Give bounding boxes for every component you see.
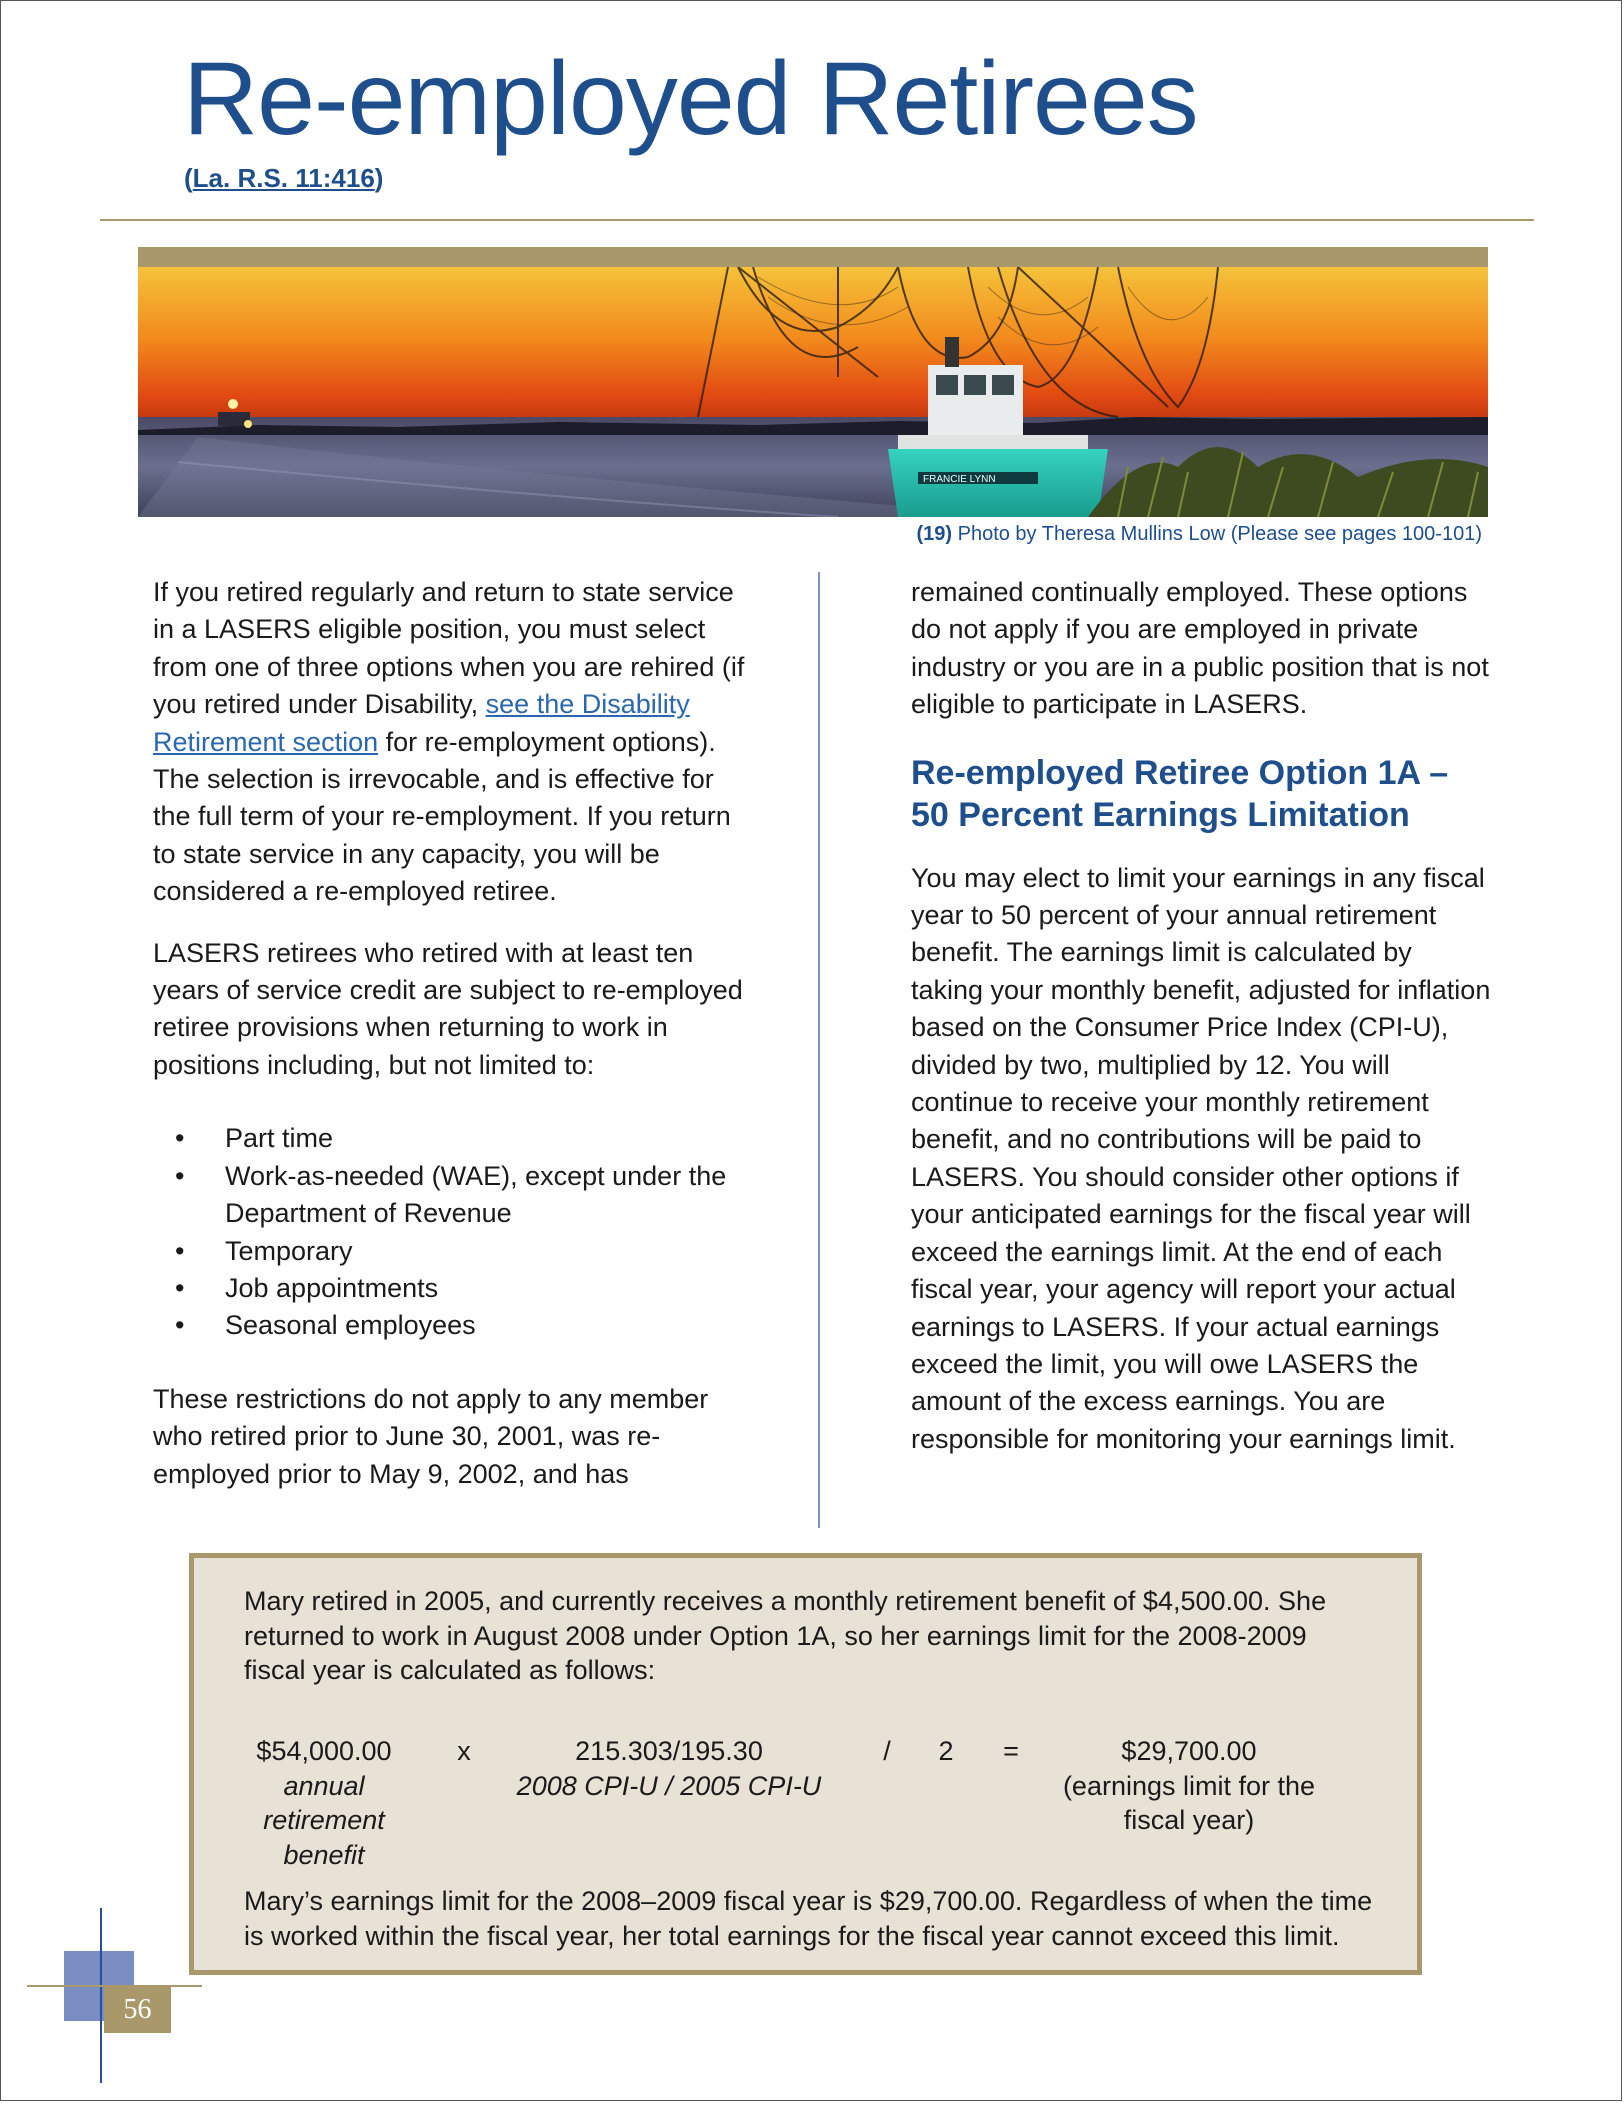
bullet-dot: • — [175, 1235, 185, 1266]
statute-link[interactable]: La. R.S. 11:416 — [192, 163, 375, 193]
corner-decor-horizontal-line — [27, 1985, 202, 1987]
list-item-text: Temporary — [225, 1235, 353, 1266]
list-item — [153, 1120, 753, 1157]
column-divider — [818, 572, 820, 1528]
list-item — [153, 1307, 753, 1344]
bullet-dot: • — [175, 1310, 185, 1341]
list-item — [153, 1233, 753, 1270]
corner-decor-vertical-line — [100, 1908, 102, 2083]
citation-open-paren: ( — [184, 163, 193, 193]
cpi-ratio-value: 215.303/195.30 — [575, 1736, 763, 1766]
position-list — [153, 1120, 753, 1344]
page-number: 56 — [104, 1986, 171, 2033]
bullet-dot: • — [175, 1160, 185, 1191]
page-title: Re-employed Retirees — [183, 41, 1198, 157]
annual-benefit-label: annual retirement benefit — [263, 1770, 385, 1870]
earnings-limit-result — [1054, 1734, 1324, 1838]
left-para-1 — [153, 574, 753, 911]
example-intro: Mary retired in 2005, and currently receives a monthly retirement benefit of $4,500.00. She returned to work in August 2008 under Option 1A, so her earnings limit for the 2008-2009 fiscal year is calculated as follows: — [244, 1586, 1327, 1685]
left-para-1-text: If you retired regularly and return to state service in a LASERS eligible position, you must select from one of three options when you are rehired (if you retired under Disability, — [153, 577, 745, 720]
citation-close-paren: ) — [374, 163, 384, 193]
example-box — [189, 1553, 1422, 1975]
example-conclusion: Mary’s earnings limit for the 2008–2009 fiscal year is $29,700.00. Regardless of when the time is worked within the fiscal year, her total earnings for the fiscal year cannot exceed this limit. — [244, 1886, 1373, 1951]
list-item — [153, 1158, 753, 1233]
bullet-dot: • — [175, 1123, 185, 1154]
bullet-dot: • — [175, 1272, 185, 1303]
right-para-1: remained continually employed. These options do not apply if you are employed in private industry or you are in a public position that is not eligible to participate in LASERS. — [911, 577, 1489, 720]
equals-sign: = — [1003, 1736, 1019, 1766]
earnings-limit-amount: $29,700.00 — [1121, 1736, 1257, 1766]
option-1a-heading: Re-employed Retiree Option 1A – 50 Percent Earnings Limitation — [911, 753, 1449, 834]
multiply-sign: x — [457, 1736, 471, 1766]
photo-top-band — [138, 247, 1488, 267]
left-para-1-text-end: for re-employment options). The selection is irrevocable, and is effective for the full term of your re-employment. If you return to state service in any capacity, you will be considered a re-employed retiree. — [153, 726, 731, 907]
sunset-shrimp-boat-photo — [138, 267, 1488, 517]
left-para-2: LASERS retirees who retired with at least ten years of service credit are subject to re-employed retiree provisions when returning to work in positions including, but not limited to: — [153, 937, 743, 1080]
boat-name-text: FRANCIE LYNN — [923, 474, 996, 485]
statute-citation — [184, 163, 383, 194]
photo-caption — [916, 523, 1482, 546]
earnings-limit-label: (earnings limit for the fiscal year) — [1062, 1770, 1316, 1835]
right-para-2: You may elect to limit your earnings in any fiscal year to 50 percent of your annual retirement benefit. The earnings limit is calculated by taking your monthly benefit, adjusted for inflation based on the Consumer Price Index (CPI-U), divided by two, multiplied by 12. You will continue to receive your monthly retirement benefit, and no contributions will be paid to LASERS. You should consider other options if your anticipated earnings for the fiscal year will exceed the earnings limit. At the end of each fiscal year, your agency will report your actual earnings to LASERS. If your actual earnings exceed the limit, you will owe LASERS the amount of the excess earnings. You are responsible for monitoring your earnings limit. — [911, 862, 1491, 1454]
list-item-text: Job appointments — [225, 1272, 439, 1303]
list-item-text: Seasonal employees — [225, 1310, 476, 1341]
list-item — [153, 1270, 753, 1307]
cpi-ratio-label: 2008 CPI-U / 2005 CPI-U — [516, 1770, 822, 1801]
photo-caption-number: (19) — [916, 523, 953, 545]
annual-benefit-amount: $54,000.00 — [256, 1736, 392, 1766]
photo-caption-text: Photo by Theresa Mullins Low (Please see pages 100-101) — [952, 523, 1482, 545]
divide-sign: / — [883, 1736, 891, 1766]
divisor-value: 2 — [938, 1736, 954, 1766]
cpi-ratio — [514, 1734, 824, 1803]
disability-retirement-link[interactable]: see the Disability Retirement section — [153, 689, 690, 757]
list-item-text: Work-as-needed (WAE), except under the Department of Revenue — [225, 1160, 727, 1229]
annual-benefit-value — [244, 1734, 404, 1872]
left-column — [153, 574, 753, 1493]
left-para-3: These restrictions do not apply to any member who retired prior to June 30, 2001, was re-employed prior to May 9, 2002, and has — [153, 1383, 709, 1489]
header-rule — [100, 219, 1534, 221]
right-column — [911, 574, 1491, 1458]
list-item-text: Part time — [225, 1123, 334, 1154]
